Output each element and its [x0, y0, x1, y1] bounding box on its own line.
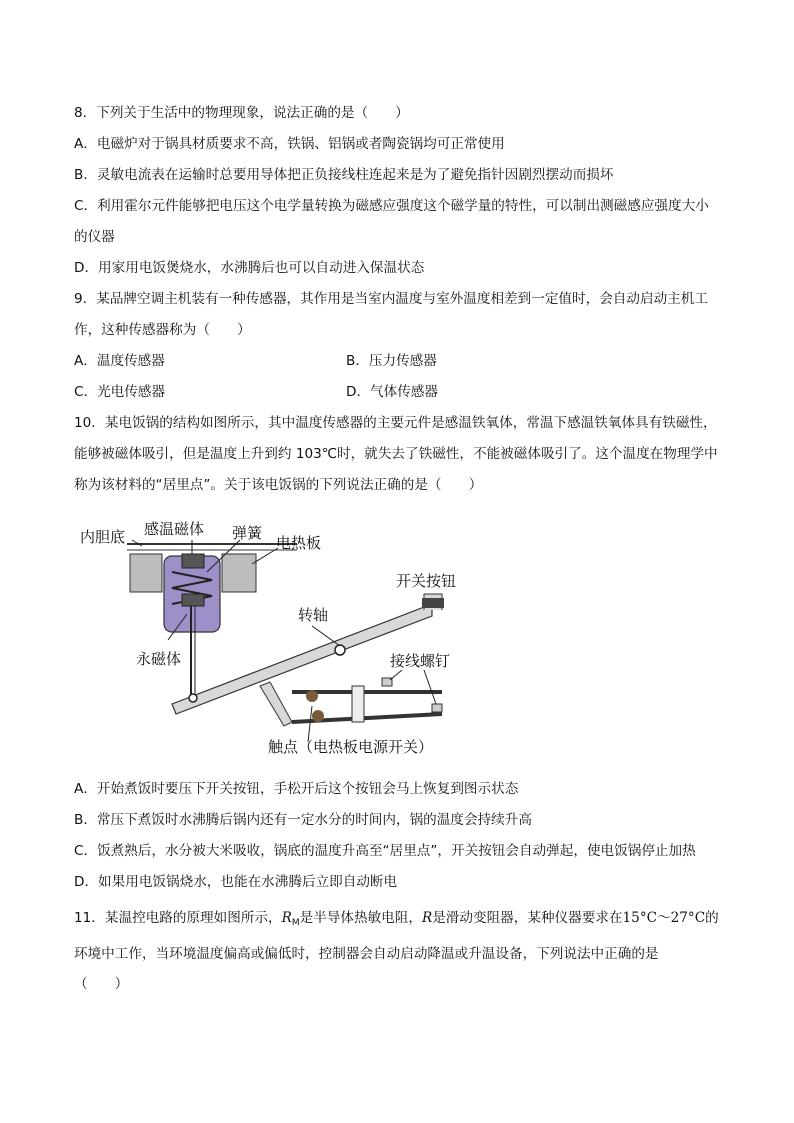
thermo-magnet-body: [182, 554, 204, 568]
rice-cooker-diagram: [72, 514, 542, 764]
label-heating-plate: 电热板: [276, 534, 322, 552]
q11-stem-1: [74, 909, 719, 932]
q8-stem: 8．下列关于生活中的物理现象，说法正确的是（ ）: [74, 105, 409, 121]
q10-option-a: A．开始煮饭时要压下开关按钮，手松开后这个按钮会马上恢复到图示状态: [74, 781, 519, 797]
label-switch-button: 开关按钮: [396, 572, 457, 590]
q11-r-symbol: R: [281, 910, 292, 926]
q11-stem-3: （ ）: [74, 976, 129, 992]
q8-option-d: D．用家用电饭煲烧水，水沸腾后也可以自动进入保温状态: [74, 260, 425, 276]
label-inner-bottom: 内胆底: [80, 528, 126, 546]
permanent-magnet-body: [182, 594, 204, 606]
q8-option-c: C．利用霍尔元件能够把电压这个电学量转换为磁感应强度这个磁学量的特性，可以制出测磁感应强度大小: [74, 198, 709, 214]
leader-screw-2: [424, 670, 436, 704]
q8-option-c-cont: 的仪器: [74, 229, 115, 245]
q10-stem-2: 能够被磁体吸引，但是温度上升到约 103℃时，就失去了铁磁性，不能被磁体吸引了。这个温度在物理学中: [74, 446, 718, 462]
insulator-block: [352, 686, 364, 722]
label-thermo-magnet: 感温磁体: [144, 520, 205, 538]
q11-mid2: 是滑动变阻器，某种仪器要求在: [432, 910, 623, 926]
q11-range: 15°C～27°C: [622, 910, 706, 926]
q11-suffix: 的: [705, 910, 719, 926]
q8-option-a: A．电磁炉对于锅具材质要求不高，铁锅、铝锅或者陶瓷锅均可正常使用: [74, 136, 505, 152]
q9-stem-1: 9．某品牌空调主机装有一种传感器，其作用是当室内温度与室外温度相差到一定值时，会自动启动主机工: [74, 291, 708, 307]
q10-option-b: B．常压下煮饭时水沸腾后锅内还有一定水分的时间内，锅的温度会持续升高: [74, 812, 532, 828]
label-terminal-screw: 接线螺钉: [390, 652, 451, 670]
q10-stem-3: 称为该材料的“居里点”。关于该电饭锅的下列说法正确的是（ ）: [74, 477, 483, 493]
label-contact: 触点（电热板电源开关）: [268, 738, 434, 756]
q11-stem-2: 环境中工作，当环境温度偏高或偏低时，控制器会自动启动降温或升温设备，下列说法中正确的是: [74, 946, 659, 962]
q9-option-c: C．光电传感器: [74, 384, 166, 400]
heating-plate-right: [222, 554, 256, 592]
leader-contact: [308, 706, 312, 742]
lever-leg: [260, 682, 292, 726]
q8-option-b: B．灵敏电流表在运输时总要用导体把正负接线柱连起来是为了避免指针因剧烈摆动而损坏: [74, 167, 614, 183]
q11-mid1: 是半导体热敏电阻，: [299, 910, 422, 926]
terminal-screw-2: [432, 704, 442, 712]
leader-pivot: [312, 626, 340, 646]
q9-option-a: A．温度传感器: [74, 353, 165, 369]
switch-button-cap: [422, 598, 444, 608]
leader-screw-1: [390, 670, 402, 680]
q11-prefix: 11．某温控电路的原理如图所示，: [74, 910, 282, 926]
q11-r-subscript: M: [291, 918, 300, 928]
q9-option-b: B．压力传感器: [346, 353, 437, 369]
pivot-circle: [335, 645, 345, 655]
q10-option-d: D．如果用电饭锅烧水，也能在水沸腾后立即自动断电: [74, 874, 398, 890]
label-permanent-magnet: 永磁体: [136, 650, 182, 668]
upper-contact-point: [306, 690, 318, 702]
q10-option-c: C．饭煮熟后，水分被大米吸收，锅底的温度升高至“居里点”，开关按钮会自动弹起，使电饭锅停止加热: [74, 843, 696, 859]
label-pivot: 转轴: [298, 606, 329, 624]
q9-stem-2: 作，这种传感器称为（ ）: [74, 322, 251, 338]
heating-plate-left: [130, 554, 162, 592]
q10-stem-1: 10．某电饭锅的结构如图所示，其中温度传感器的主要元件是感温铁氧体，常温下感温铁氧体具有铁磁性，: [74, 415, 717, 431]
lever-joint: [189, 694, 197, 702]
lower-contact-point: [312, 710, 324, 722]
q11-r2-symbol: R: [421, 910, 433, 926]
q9-option-d: D．气体传感器: [346, 384, 439, 400]
label-spring: 弹簧: [232, 524, 263, 542]
